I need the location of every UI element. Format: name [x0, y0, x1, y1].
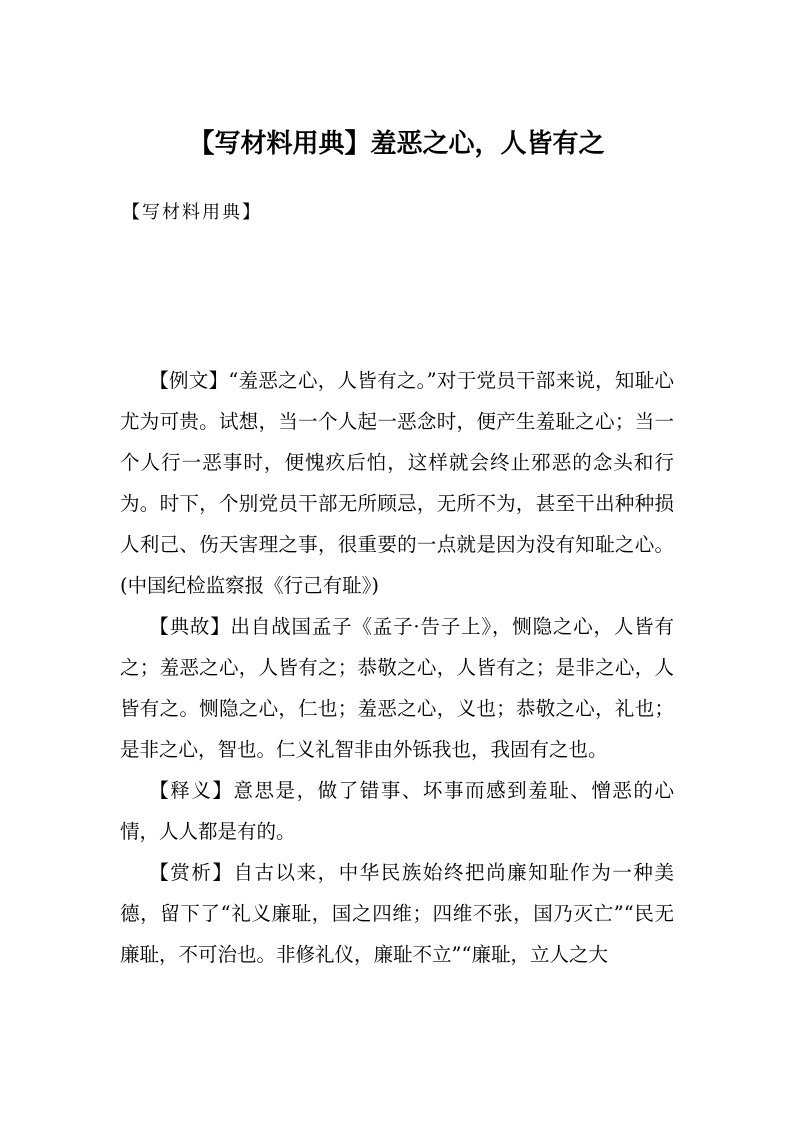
paragraph-allusion: 【典故】出自战国孟子《孟子·告子上》，恻隐之心，人皆有之；羞恶之心，人皆有之；恭敬之心，人皆有之；是非之心，人皆有之。恻隐之心，仁也；羞恶之心，义也；恭敬之心，礼也；是非之心，智也。仁义礼智非由外铄我也，我固有之也。 [120, 615, 674, 761]
document-body [120, 360, 674, 975]
paragraph-example: 【例文】“羞恶之心，人皆有之。”对于党员干部来说，知耻心尤为可贵。试想，当一个人起一恶念时，便产生羞耻之心；当一个人行一恶事时，便愧疚后怕，这样就会终止邪恶的念头和行为。时下，个别党员干部无所顾忌，无所不为，甚至干出种种损人利己、伤天害理之事，很重要的一点就是因为没有知耻之心。(中国纪检监察报《行己有耻》) [120, 369, 674, 597]
paragraph-meaning: 【释义】意思是，做了错事、坏事而感到羞耻、憎恶的心情，人人都是有的。 [120, 779, 674, 843]
page-title: 【写材料用典】羞恶之心，人皆有之 [188, 129, 605, 159]
paragraph-appreciation: 【赏析】自古以来，中华民族始终把尚廉知耻作为一种美德，留下了“礼义廉耻，国之四维；四维不张，国乃灭亡”“民无廉耻，不可治也。非修礼仪，廉耻不立”“廉耻，立人之大 [120, 861, 674, 966]
page-subtitle: 【写材料用典】 [122, 202, 262, 223]
